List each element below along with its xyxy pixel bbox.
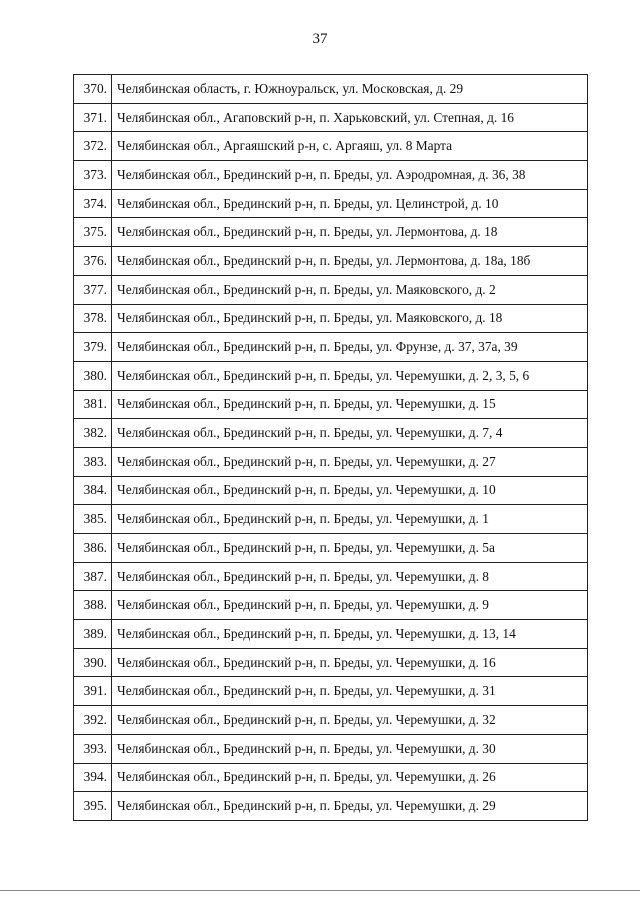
row-address: Челябинская обл., Брединский р-н, п. Бреды, ул. Черемушки, д. 7, 4 (112, 419, 588, 448)
row-address: Челябинская обл., Брединский р-н, п. Бреды, ул. Черемушки, д. 8 (112, 562, 588, 591)
table-row (74, 304, 588, 333)
row-address: Челябинская обл., Брединский р-н, п. Бреды, ул. Черемушки, д. 29 (112, 792, 588, 821)
row-address: Челябинская обл., Брединский р-н, п. Бреды, ул. Черемушки, д. 2, 3, 5, 6 (112, 361, 588, 390)
row-address: Челябинская обл., Брединский р-н, п. Бреды, ул. Целинстрой, д. 10 (112, 189, 588, 218)
row-address: Челябинская обл., Брединский р-н, п. Бреды, ул. Черемушки, д. 10 (112, 476, 588, 505)
footer-rule (0, 890, 640, 891)
row-number: 373. (74, 161, 112, 190)
row-address: Челябинская обл., Брединский р-н, п. Бреды, ул. Черемушки, д. 27 (112, 447, 588, 476)
table-row (74, 591, 588, 620)
row-address: Челябинская обл., Брединский р-н, п. Бреды, ул. Черемушки, д. 13, 14 (112, 620, 588, 649)
table-row (74, 562, 588, 591)
table-row (74, 677, 588, 706)
row-address: Челябинская обл., Брединский р-н, п. Бреды, ул. Маяковского, д. 2 (112, 275, 588, 304)
table-row (74, 161, 588, 190)
row-number: 380. (74, 361, 112, 390)
row-number: 386. (74, 534, 112, 563)
table-row (74, 620, 588, 649)
table-row (74, 534, 588, 563)
page-number: 37 (312, 31, 328, 47)
row-number: 388. (74, 591, 112, 620)
table-row (74, 447, 588, 476)
row-address: Челябинская область, г. Южноуральск, ул. Московская, д. 29 (112, 75, 588, 104)
row-address: Челябинская обл., Брединский р-н, п. Бреды, ул. Черемушки, д. 30 (112, 734, 588, 763)
table-row (74, 734, 588, 763)
table-row (74, 333, 588, 362)
row-address: Челябинская обл., Брединский р-н, п. Бреды, ул. Маяковского, д. 18 (112, 304, 588, 333)
row-address: Челябинская обл., Агаповский р-н, п. Харьковский, ул. Степная, д. 16 (112, 103, 588, 132)
row-number: 375. (74, 218, 112, 247)
row-number: 371. (74, 103, 112, 132)
row-address: Челябинская обл., Брединский р-н, п. Бреды, ул. Черемушки, д. 1 (112, 505, 588, 534)
row-number: 372. (74, 132, 112, 161)
address-table (73, 74, 588, 821)
table-row (74, 792, 588, 821)
row-number: 374. (74, 189, 112, 218)
row-number: 379. (74, 333, 112, 362)
row-number: 382. (74, 419, 112, 448)
row-address: Челябинская обл., Брединский р-н, п. Бреды, ул. Лермонтова, д. 18а, 18б (112, 247, 588, 276)
row-address: Челябинская обл., Брединский р-н, п. Бреды, ул. Черемушки, д. 32 (112, 706, 588, 735)
table-row (74, 218, 588, 247)
row-number: 370. (74, 75, 112, 104)
row-number: 381. (74, 390, 112, 419)
table-row (74, 648, 588, 677)
row-number: 387. (74, 562, 112, 591)
table-row (74, 275, 588, 304)
row-address: Челябинская обл., Брединский р-н, п. Бреды, ул. Черемушки, д. 9 (112, 591, 588, 620)
row-number: 391. (74, 677, 112, 706)
table-row (74, 75, 588, 104)
row-number: 378. (74, 304, 112, 333)
row-address: Челябинская обл., Брединский р-н, п. Бреды, ул. Фрунзе, д. 37, 37а, 39 (112, 333, 588, 362)
address-table-body (74, 75, 588, 821)
table-row (74, 361, 588, 390)
row-address: Челябинская обл., Брединский р-н, п. Бреды, ул. Черемушки, д. 5а (112, 534, 588, 563)
row-address: Челябинская обл., Брединский р-н, п. Бреды, ул. Аэродромная, д. 36, 38 (112, 161, 588, 190)
row-number: 390. (74, 648, 112, 677)
row-address: Челябинская обл., Брединский р-н, п. Бреды, ул. Черемушки, д. 15 (112, 390, 588, 419)
table-row (74, 103, 588, 132)
row-address: Челябинская обл., Аргаяшский р-н, с. Аргаяш, ул. 8 Марта (112, 132, 588, 161)
row-number: 377. (74, 275, 112, 304)
table-row (74, 706, 588, 735)
table-row (74, 132, 588, 161)
row-number: 383. (74, 447, 112, 476)
table-row (74, 476, 588, 505)
table-row (74, 390, 588, 419)
row-address: Челябинская обл., Брединский р-н, п. Бреды, ул. Лермонтова, д. 18 (112, 218, 588, 247)
row-number: 384. (74, 476, 112, 505)
table-row (74, 763, 588, 792)
row-number: 393. (74, 734, 112, 763)
table-row (74, 247, 588, 276)
row-number: 376. (74, 247, 112, 276)
row-number: 394. (74, 763, 112, 792)
row-address: Челябинская обл., Брединский р-н, п. Бреды, ул. Черемушки, д. 16 (112, 648, 588, 677)
row-address: Челябинская обл., Брединский р-н, п. Бреды, ул. Черемушки, д. 31 (112, 677, 588, 706)
row-number: 385. (74, 505, 112, 534)
row-address: Челябинская обл., Брединский р-н, п. Бреды, ул. Черемушки, д. 26 (112, 763, 588, 792)
table-row (74, 505, 588, 534)
row-number: 392. (74, 706, 112, 735)
row-number: 395. (74, 792, 112, 821)
table-row (74, 419, 588, 448)
table-row (74, 189, 588, 218)
row-number: 389. (74, 620, 112, 649)
